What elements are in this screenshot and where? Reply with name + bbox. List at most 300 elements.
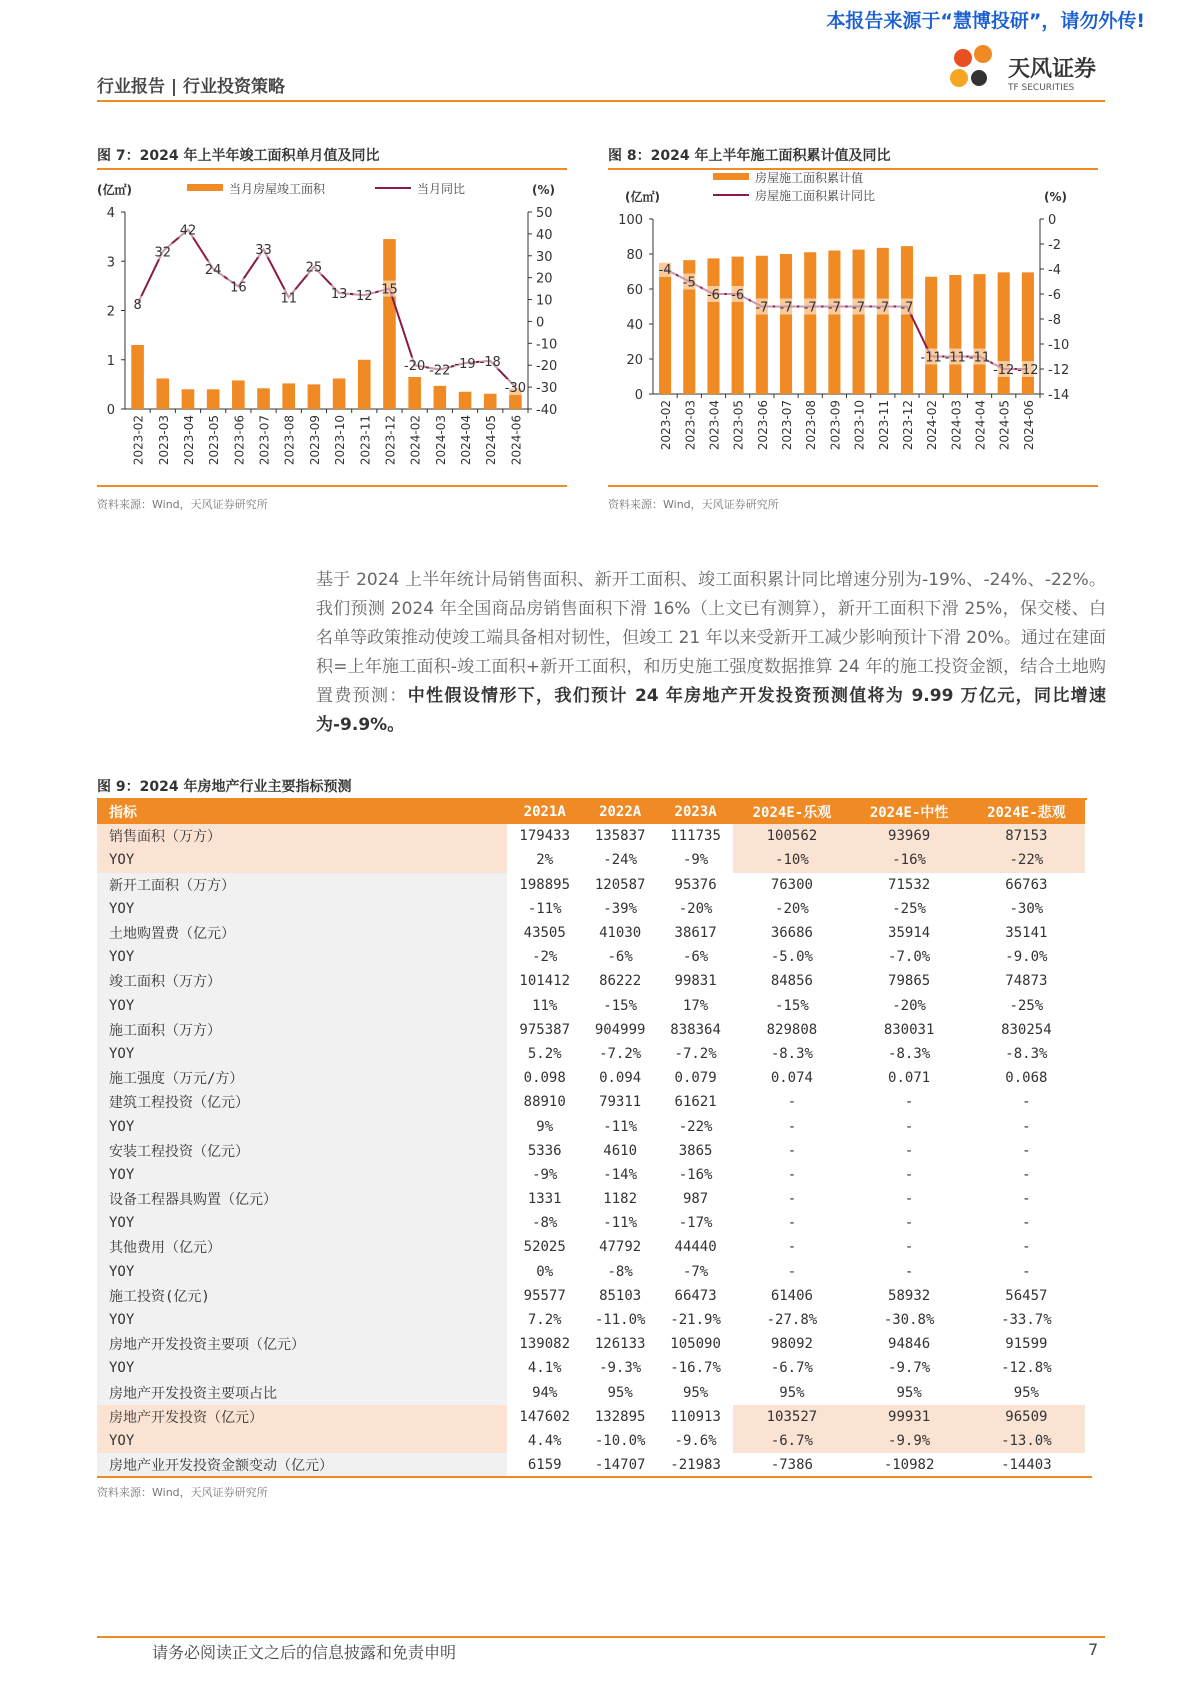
table-cell: - [1022, 1263, 1031, 1280]
row-label: 施工投资(亿元) [97, 1284, 507, 1308]
x-tick-label: 2023-12 [900, 400, 915, 451]
right-tick-label: -10 [1048, 338, 1070, 353]
right-tick-label: 0 [536, 315, 545, 331]
bar [780, 254, 792, 394]
table-cell: 2% [536, 852, 554, 869]
row-label: 新开工面积（万方） [97, 873, 507, 897]
table-row [97, 1381, 1085, 1405]
table-cell: 58932 [888, 1287, 931, 1304]
table-cell: 3865 [678, 1142, 713, 1159]
row-label: 其他费用（亿元） [97, 1235, 507, 1259]
right-tick-label: -20 [536, 359, 558, 375]
table-cell: -7.2% [674, 1045, 717, 1062]
bar [282, 383, 295, 409]
left-tick-label: 40 [626, 318, 643, 333]
table-cell: -10.0% [594, 1432, 646, 1449]
table-cell: -24% [603, 852, 638, 869]
row-label: YOY [97, 1429, 507, 1453]
table-row [97, 1284, 1085, 1308]
table-cell: -8.3% [770, 1045, 813, 1062]
table-cell: -39% [603, 900, 638, 917]
data-label: -6 [706, 288, 720, 303]
table-cell: -11% [527, 900, 562, 917]
table-cell: 47792 [599, 1239, 642, 1256]
table-cell: 95% [779, 1384, 805, 1401]
table-cell: 86222 [599, 973, 642, 990]
logo-subtitle: TF SECURITIES [1008, 83, 1075, 93]
x-tick-label: 2024-03 [949, 400, 964, 451]
data-label: -12 [993, 363, 1015, 378]
table-cell: -8% [607, 1263, 633, 1280]
bar [973, 274, 985, 394]
x-tick-label: 2024-05 [997, 400, 1012, 451]
table-cell: -6% [682, 949, 709, 966]
table-cell: 79311 [599, 1094, 642, 1111]
table-cell: 95% [896, 1384, 922, 1401]
data-label: -18 [479, 354, 501, 370]
table-cell: - [904, 1094, 914, 1111]
data-label: 32 [154, 245, 172, 261]
table-cell: 5.2% [527, 1045, 562, 1062]
data-label: 15 [381, 282, 398, 298]
bar [853, 250, 865, 394]
left-tick-label: 3 [106, 255, 115, 271]
table-cell: 52025 [523, 1239, 566, 1256]
table-cell: 71532 [888, 876, 931, 893]
table-cell: -20% [775, 900, 809, 917]
table-cell: -22% [968, 848, 1085, 872]
table-cell: 79865 [888, 973, 931, 990]
table-cell: 93969 [851, 824, 968, 848]
figure9-bottom-divider [97, 1476, 1092, 1478]
row-label: 建筑工程投资（亿元） [97, 1090, 507, 1114]
x-tick-label: 2023-11 [876, 400, 891, 451]
legend-bar-swatch [187, 184, 223, 191]
x-tick-label: 2023-06 [755, 400, 770, 451]
bar [232, 380, 245, 409]
table-cell: -7% [682, 1263, 709, 1280]
table-row [97, 897, 1085, 921]
table-cell: 105090 [670, 1336, 721, 1353]
table-row [97, 1235, 1085, 1259]
figure7-chart [97, 170, 567, 485]
table-row [97, 1187, 1085, 1211]
data-label: -19 [454, 357, 476, 373]
table-cell: -22% [678, 1118, 713, 1135]
table-cell: 7.2% [527, 1312, 562, 1329]
table-cell: - [904, 1142, 914, 1159]
table-cell: 100562 [733, 824, 850, 848]
table-cell: -9.0% [1005, 949, 1048, 966]
table-cell: -13.0% [968, 1429, 1085, 1453]
table-cell: 838364 [670, 1021, 721, 1038]
column-header: 2022A [582, 800, 657, 824]
table-cell: -21.9% [670, 1312, 721, 1329]
legend-line-label: 房屋施工面积累计同比 [755, 189, 876, 203]
data-label: 8 [133, 297, 142, 313]
column-header: 2021A [507, 800, 582, 824]
table-cell: - [787, 1239, 797, 1256]
x-tick-label: 2023-09 [828, 400, 843, 451]
table-cell: 4.4% [527, 1432, 562, 1449]
row-label: YOY [97, 994, 507, 1018]
table-row [97, 1429, 1085, 1453]
table-cell: 11% [532, 997, 558, 1014]
right-tick-label: -6 [1048, 288, 1061, 303]
table-cell: 0.068 [1005, 1070, 1048, 1087]
table-cell: - [904, 1118, 914, 1135]
column-header: 2024E-乐观 [733, 800, 850, 824]
table-cell: 830254 [1001, 1021, 1052, 1038]
column-header: 2023A [658, 800, 733, 824]
bar [131, 345, 144, 409]
x-tick-label: 2024-06 [509, 415, 524, 466]
table-cell: -25% [892, 900, 926, 917]
table-cell: - [787, 1166, 797, 1183]
table-cell: 987 [682, 1191, 709, 1208]
table-cell: 74873 [1005, 973, 1048, 990]
data-label: -4 [658, 263, 672, 278]
table-cell: -14403 [1001, 1457, 1052, 1474]
data-label: -7 [779, 300, 793, 316]
x-tick-label: 2024-03 [433, 415, 448, 466]
table-cell: 126133 [594, 1336, 646, 1353]
x-tick-label: 2023-05 [207, 415, 222, 466]
bar [434, 386, 447, 409]
table-cell: 103527 [733, 1405, 850, 1429]
table-cell: 43505 [523, 925, 566, 942]
data-label: 16 [230, 280, 247, 296]
table-cell: -7386 [770, 1457, 813, 1474]
data-label: -11 [944, 350, 966, 366]
bar [732, 257, 744, 394]
table-row [97, 1308, 1085, 1332]
left-axis-unit: (亿㎡) [625, 190, 660, 204]
table-cell: 95577 [523, 1287, 566, 1304]
table-cell: 38617 [674, 925, 717, 942]
table-cell: 56457 [1005, 1287, 1048, 1304]
left-tick-label: 0 [634, 388, 643, 403]
table-cell: 6159 [527, 1457, 562, 1474]
row-label: YOY [97, 1308, 507, 1332]
bar [949, 275, 961, 394]
left-tick-label: 100 [618, 213, 643, 228]
figure8-title: 图 8：2024 年上半年施工面积累计值及同比 [608, 148, 891, 164]
table-cell: -17% [678, 1215, 713, 1232]
table-cell: - [904, 1191, 914, 1208]
row-label: 安装工程投资（亿元） [97, 1139, 507, 1163]
figure9-title: 图 9：2024 年房地产行业主要指标预测 [97, 779, 352, 795]
table-cell: 0.079 [674, 1070, 717, 1087]
right-tick-label: 30 [536, 249, 553, 265]
table-cell: 36686 [770, 925, 813, 942]
table-row [97, 848, 1085, 872]
row-label: YOY [97, 945, 507, 969]
table-cell: -30.8% [883, 1312, 935, 1329]
table-cell: 147602 [519, 1408, 570, 1425]
bar [484, 394, 497, 409]
data-label: -7 [827, 300, 841, 316]
bar [207, 389, 220, 409]
table-cell: 44440 [674, 1239, 717, 1256]
table-row [97, 1066, 1085, 1090]
table-row [97, 969, 1085, 993]
table-cell: 95% [1013, 1384, 1039, 1401]
x-tick-label: 2024-05 [484, 415, 499, 466]
table-cell: 5336 [527, 1142, 562, 1159]
row-label: 房地产业开发投资金额变动（亿元） [97, 1453, 507, 1477]
legend-line-label: 当月同比 [417, 182, 466, 196]
x-tick-label: 2023-02 [131, 415, 146, 466]
page-number: 7 [1088, 1640, 1099, 1659]
right-tick-label: -2 [1048, 238, 1061, 253]
table-cell: 61621 [674, 1094, 717, 1111]
table-cell: 0.094 [599, 1070, 642, 1087]
row-label: YOY [97, 897, 507, 921]
table-cell: 99831 [674, 973, 717, 990]
row-label: YOY [97, 1211, 507, 1235]
right-tick-label: 0 [1048, 213, 1057, 228]
figure7-source: 资料来源：Wind，天风证券研究所 [97, 498, 268, 511]
figure7-title: 图 7：2024 年上半年竣工面积单月值及同比 [97, 148, 380, 164]
watermark-notice: 本报告来源于“慧博投研”，请勿外传! [826, 10, 1145, 32]
bar [408, 377, 421, 409]
table-cell: 35141 [1005, 925, 1048, 942]
table-cell: - [904, 1263, 914, 1280]
table-cell: 94846 [888, 1336, 931, 1353]
x-tick-label: 2023-10 [333, 415, 348, 466]
table-cell: -7.2% [599, 1045, 642, 1062]
data-label: -6 [731, 288, 745, 303]
table-cell: -11% [603, 1215, 638, 1232]
figure8-chart [605, 170, 1100, 485]
table-cell: -33.7% [1001, 1312, 1052, 1329]
table-cell: 95% [682, 1384, 709, 1401]
table-cell: 975387 [519, 1021, 570, 1038]
bar [659, 263, 671, 394]
table-cell: 1331 [527, 1191, 562, 1208]
table-cell: 9% [536, 1118, 554, 1135]
right-tick-label: 50 [536, 206, 553, 221]
table-row [97, 1042, 1085, 1066]
figure7-bottom-divider [97, 485, 567, 487]
table-cell: -21983 [670, 1457, 721, 1474]
bar [804, 252, 816, 394]
x-tick-label: 2023-04 [707, 400, 722, 451]
table-cell: 0.071 [888, 1070, 931, 1087]
table-cell: -11% [603, 1118, 638, 1135]
table-cell: - [787, 1094, 797, 1111]
bar [308, 384, 321, 409]
table-row [97, 994, 1085, 1018]
bar [877, 248, 889, 394]
table-cell: 0.074 [770, 1070, 813, 1087]
column-header-indicator: 指标 [97, 800, 507, 824]
x-tick-label: 2023-03 [683, 400, 698, 451]
figure8-bottom-divider [608, 485, 1098, 487]
row-label: YOY [97, 1114, 507, 1138]
table-cell: - [1022, 1142, 1031, 1159]
table-cell: 1182 [603, 1191, 638, 1208]
table-cell: - [904, 1215, 914, 1232]
x-tick-label: 2023-08 [282, 415, 297, 466]
table-cell: - [1022, 1215, 1031, 1232]
footer-divider [97, 1636, 1105, 1638]
table-cell: 904999 [594, 1021, 646, 1038]
left-tick-label: 20 [626, 353, 643, 368]
table-cell: -12.8% [1001, 1360, 1052, 1377]
table-cell: -5.0% [770, 949, 813, 966]
table-cell: 0.098 [523, 1070, 566, 1087]
row-label: YOY [97, 1260, 507, 1284]
table-cell: -14% [603, 1166, 638, 1183]
right-tick-label: -30 [536, 381, 558, 397]
table-cell: 0% [536, 1263, 554, 1280]
x-tick-label: 2024-02 [925, 400, 940, 451]
row-label: YOY [97, 1163, 507, 1187]
table-cell: -10% [733, 848, 850, 872]
table-header-row [97, 800, 1085, 824]
table-cell: 4.1% [527, 1360, 562, 1377]
data-label: 11 [280, 291, 297, 307]
table-cell: 88910 [523, 1094, 566, 1111]
row-label: YOY [97, 848, 507, 872]
right-tick-label: 20 [536, 271, 553, 287]
table-cell: - [904, 1239, 914, 1256]
figure8-source: 资料来源：Wind，天风证券研究所 [608, 498, 779, 511]
data-label: 13 [330, 286, 348, 302]
table-cell: -14707 [594, 1457, 646, 1474]
row-label: 销售面积（万方） [97, 824, 507, 848]
table-cell: 61406 [770, 1287, 813, 1304]
table-row [97, 1260, 1085, 1284]
bar [257, 388, 270, 409]
bar [756, 256, 768, 394]
table-cell: -20% [678, 900, 713, 917]
left-tick-label: 60 [626, 283, 643, 298]
data-label: -7 [803, 300, 817, 316]
table-cell: 830031 [883, 1021, 935, 1038]
legend-bar-swatch [713, 173, 749, 180]
x-tick-label: 2023-03 [156, 415, 171, 466]
bar [925, 277, 937, 394]
bar [333, 378, 346, 409]
logo-name: 天风证券 [1008, 57, 1097, 82]
table-row [97, 1090, 1085, 1114]
table-row [97, 945, 1085, 969]
table-cell: -7.0% [888, 949, 931, 966]
left-tick-label: 2 [106, 304, 115, 320]
table-cell: - [1022, 1191, 1031, 1208]
x-tick-label: 2024-04 [973, 400, 988, 451]
x-tick-label: 2023-06 [232, 415, 247, 466]
table-cell: -9.6% [674, 1432, 717, 1449]
table-cell: -27.8% [766, 1312, 818, 1329]
right-axis-unit: (%) [1044, 190, 1067, 204]
header-divider [97, 100, 1105, 102]
data-label: -7 [900, 300, 914, 316]
table-cell: - [787, 1263, 797, 1280]
table-cell: -8% [532, 1215, 558, 1232]
row-label: 房地产开发投资主要项占比 [97, 1381, 507, 1405]
figure9-source: 资料来源：Wind，天风证券研究所 [97, 1486, 268, 1499]
table-cell: 110913 [670, 1408, 721, 1425]
table-cell: 96509 [968, 1405, 1085, 1429]
table-cell: 99931 [851, 1405, 968, 1429]
right-tick-label: -10 [536, 337, 558, 353]
table-row [97, 1211, 1085, 1235]
right-axis-unit: (%) [532, 183, 555, 197]
table-row [97, 1018, 1085, 1042]
table-cell: 76300 [770, 876, 813, 893]
data-label: -22 [429, 363, 451, 379]
data-label: -12 [1017, 363, 1039, 378]
row-label: YOY [97, 1356, 507, 1380]
table-row [97, 824, 1085, 848]
left-tick-label: 80 [626, 248, 643, 263]
table-cell: 84856 [770, 973, 813, 990]
table-cell: - [1022, 1166, 1031, 1183]
data-label: -5 [682, 275, 696, 291]
data-label: 25 [305, 260, 323, 276]
table-cell: 139082 [519, 1336, 570, 1353]
column-header: 2024E-中性 [851, 800, 968, 824]
table-cell: - [787, 1191, 797, 1208]
table-cell: -9% [682, 852, 709, 869]
data-label: -7 [852, 300, 866, 316]
x-tick-label: 2023-10 [852, 400, 867, 451]
row-label: 土地购置费（亿元） [97, 921, 507, 945]
left-tick-label: 0 [106, 403, 115, 418]
table-cell: -10982 [883, 1457, 935, 1474]
table-cell: 98092 [770, 1336, 813, 1353]
table-cell: -9.3% [599, 1360, 642, 1377]
bar [383, 239, 396, 409]
data-label: 33 [255, 243, 272, 259]
table-cell: - [1022, 1094, 1031, 1111]
bar [358, 360, 371, 409]
table-cell: -8.3% [888, 1045, 931, 1062]
footer-disclaimer: 请务必阅读正文之后的信息披露和免责申明 [152, 1643, 457, 1662]
right-tick-label: 40 [536, 227, 553, 243]
table-cell: -2% [532, 949, 558, 966]
paragraph-conclusion: 中性假设情形下，我们预计 24 年房地产开发投资预测值将为 9.99 万亿元，同比增速为-9.9%。 [316, 686, 1107, 735]
table-cell: 120587 [594, 876, 646, 893]
table-cell: 111735 [670, 828, 721, 845]
row-label: 竣工面积（万方） [97, 969, 507, 993]
table-cell: 66473 [674, 1287, 717, 1304]
table-row [97, 1114, 1085, 1138]
data-label: 24 [204, 262, 222, 278]
right-tick-label: -8 [1048, 313, 1061, 328]
bar [459, 392, 472, 409]
x-tick-label: 2023-12 [383, 415, 398, 466]
report-category: 行业报告 | 行业投资策略 [97, 77, 286, 97]
table-cell: -11.0% [594, 1312, 646, 1329]
bar [828, 251, 840, 395]
table-cell: -15% [603, 997, 638, 1014]
row-label: 施工强度（万元/方） [97, 1066, 507, 1090]
x-tick-label: 2023-08 [804, 400, 819, 451]
table-cell: 95376 [674, 876, 717, 893]
right-tick-label: -4 [1048, 263, 1061, 278]
data-label: -7 [755, 300, 769, 316]
table-cell: -15% [775, 997, 809, 1014]
table-cell: 66763 [1005, 876, 1048, 893]
bar [901, 246, 913, 394]
table-cell: -16% [678, 1166, 713, 1183]
table-cell: 41030 [599, 925, 642, 942]
